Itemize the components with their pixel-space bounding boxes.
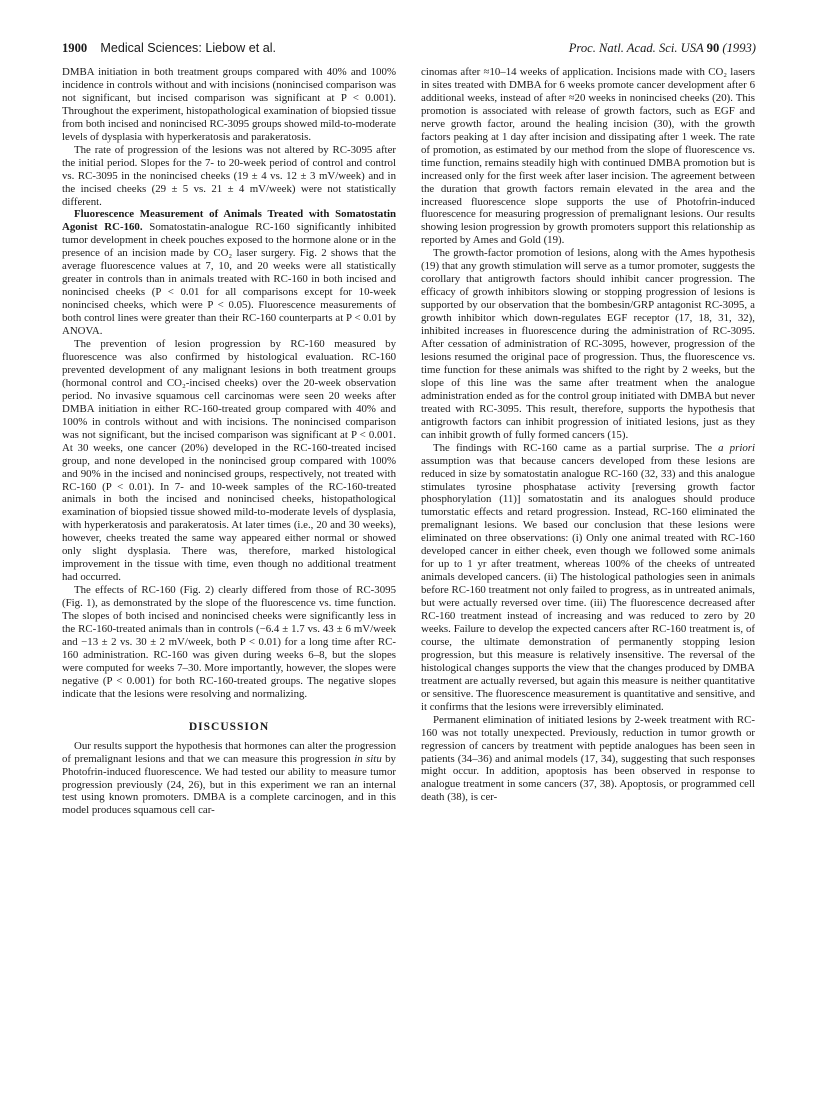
running-title: Medical Sciences: Liebow et al. bbox=[100, 41, 277, 55]
journal-citation bbox=[569, 38, 756, 58]
paragraph bbox=[421, 442, 755, 714]
paragraph-body: Somatostatin-analogue RC-160 significantly inhibited tumor development in cheek pouches exposed to the hormone alone or in the presence of an incision made by CO₂ laser surgery. Fig. 2 shows that the average fluorescence values at 7, 10, and 20 weeks were all statistically greater in controls than in animals treated with RC-160 in both incised and nonincised cheeks (P < 0.01 for all comparisons except for 10-week nonincised cheeks, which were P < 0.05). Fluorescence measurements of both control lines were greater than their RC-160 counterparts at P < 0.01 by ANOVA. bbox=[62, 221, 396, 338]
left-column bbox=[62, 66, 396, 817]
section-heading-discussion: DISCUSSION bbox=[188, 720, 270, 733]
text-run: assumption was that because cancers developed from these lesions are reduced in size by somatostatin analogue RC-160 (32, 33) and this analogue stimulates tyrosine phosphatase activity [reversing growth factor phosphorylation (11)] somatostatin and its analogues should produce tumorstatic effects and retard progression. Instead, RC-160 eliminated the premalignant lesions. We based our conclusion that these lesions were eliminated on three observations: (i) Only one animal treated with RC-160 developed cancer in either cheek, even though we followed some animals for up to 1 yr after treatment, whereas 100% of the cheeks of untreated animals developed cancers. (ii) The histological pathologies seen in animals before RC-160 treatment not only failed to progress, as in untreated animals, but were actually reversed over time. (iii) The fluorescence decreased after RC-160 treatment instead of increasing and was reduced to zero by 20 weeks. Failure to develop the expected cancers after RC-160 treatment is, of course, the ultimate demonstration of permanently stopping lesion progression, but this measure is relatively insensitive. The reversal of the histological changes supports the view that the changes produced by DMBA treatment are actually reversed, but again this measure is neither quantitative or sensitive. The fluorescence measurement is quantitative and sensitive, and it confirms that the lesions were irreversibly eliminated. bbox=[421, 454, 755, 713]
paragraph bbox=[62, 208, 396, 338]
run-in-heading: Fluorescence Measurement of Animals Treated with Somatostatin Agonist RC-160. bbox=[62, 208, 396, 234]
paragraph: The prevention of lesion progression by RC-160 measured by fluorescence was also confirmed by histological evaluation. RC-160 prevented development of any malignant lesions in both treatment groups (hormonal control and CO₂-incised cheeks) over the 20-week observation period. No invasive squamous cell carcinomas were seen 20 weeks after DMBA initiation in either RC-160-treated group compared with 40% and 100% in controls without and with incisions. The nonincised comparison was not significant, but the incised comparison was significant at P < 0.001. At 30 weeks, one cancer (20%) developed in the RC-160-treated incised group, and none developed in the nonincised group compared with 100% and 90% in the incised and nonincised groups, respectively, not treated with RC-160 (P < 0.01). In 7- and 10-week samples of the RC-160-treated animals in both the incised and nonincised cheeks, histopathological examination of biopsied tissue showed mild-to-moderate levels of dysplasia, with hyperkeratosis and parakeratosis. At later times (i.e., 20 and 30 weeks), however, cheeks treated the same way appeared either normal or showed only slight dysplasia. There was, therefore, marked histological improvement in the tissue with time, even though no additional treatment had occurred. bbox=[62, 338, 396, 584]
text-run: by Photofrin-induced fluorescence. We had tested our ability to measure tumor progression previously (24, 26), but in this experiment we ran an internal test using known promoters. DMBA is a complete carcinogen, and in this model produces squamous cell car- bbox=[62, 752, 396, 817]
page-header bbox=[62, 38, 756, 58]
paragraph: The growth-factor promotion of lesions, along with the Ames hypothesis (19) that any growth stimulation will serve as a tumor promoter, suggests the corollary that antigrowth factors should inhibit cancer progression. The efficacy of growth inhibitors slowing or stopping progression of lesions is supported by our observation that the bombesin/GRP antagonist RC-3095, a growth inhibitor which down-regulates EGF receptor (17, 18, 31, 32), inhibited increases in fluorescence during the administration of RC-3095. After cessation of administration of RC-3095, however, progression of the lesions resumed the original pace of progression. Thus, the fluorescence vs. time function for these animals was shifted to the right by 2 weeks, but the slope of this line was the same after treatment when the analogue administration ended as for the control group initiated with DMBA but never treated with RC-3095. This result, therefore, supports the hypothesis that antigrowth factors can inhibit progression of initiated lesions, just as they can inhibit growth of fully formed cancers (15). bbox=[421, 247, 755, 441]
paragraph: The effects of RC-160 (Fig. 2) clearly differed from those of RC-3095 (Fig. 1), as demonstrated by the slope of the fluorescence vs. time function. The slopes of both incised and nonincised cheeks were significantly less in the RC-160-treated animals than in controls (−6.4 ± 1.7 vs. 43 ± 6 mV/week and −13 ± 2 vs. 30 ± 2 mV/week, both P < 0.01) for a long time after RC-160 administration. RC-160 was given during weeks 6–8, but the slopes were computed for weeks 7–30. More importantly, however, the slopes were negative (P < 0.001) for both RC-160-treated groups. The negative slopes indicate that the lesions were resolving and normalizing. bbox=[62, 584, 396, 700]
journal-year: (1993) bbox=[722, 41, 756, 55]
journal-volume: 90 bbox=[706, 41, 720, 55]
emphasis: a priori bbox=[718, 441, 755, 454]
paragraph: DMBA initiation in both treatment groups compared with 40% and 100% incidence in controls without and with incisions (nonincised comparison was not significant, but incised comparison was significant at P < 0.001). Throughout the experiment, histopathological examination of biopsied tissue from both incised and nonincised RC-3095 groups showed mild-to-moderate levels of dysplasia with hyperkeratosis and parakeratosis. bbox=[62, 66, 396, 143]
page-number: 1900 bbox=[62, 41, 88, 55]
paragraph: The rate of progression of the lesions was not altered by RC-3095 after the initial period. Slopes for the 7- to 20-week period of control and control vs. RC-3095 in the nonincised cheeks (19 ± 4 vs. 12 ± 3 mV/week) and in the incised cheeks (29 ± 5 vs. 21 ± 4 mV/week) were not statistically different. bbox=[62, 143, 396, 208]
journal-name: Proc. Natl. Acad. Sci. USA bbox=[568, 41, 704, 55]
paragraph: cinomas after ≈10–14 weeks of application. Incisions made with CO₂ lasers in sites treated with DMBA for 6 weeks promote cancer development after 6 additional weeks, instead of after ≈20 weeks in nonincised cheeks (20). This promotion is associated with release of growth factors, such as EGF and nerve growth factor, around the healing incision (30), with the growth factors peaking at 1 day after incision and dissipating after 1 week. The rate of promotion, as estimated by our method from the slope of fluorescence vs. time function, remains steadily high with continued DMBA promotion but is increased only for the first week after laser incision. The agreement between the duration that growth factors remain elevated in the area and the increased fluorescence slope supports the use of Photofrin-induced fluorescence for measuring progression of premalignant lesions. Our results showing lesion progression by growth promoters support this relationship as reported by Ames and Gold (19). bbox=[421, 66, 755, 247]
right-column bbox=[421, 66, 755, 804]
text-run: The findings with RC-160 came as a partial surprise. The bbox=[433, 441, 719, 454]
paragraph bbox=[62, 740, 396, 818]
text-run: Our results support the hypothesis that hormones can alter the progression of premalignant lesions and that we can measure this progression bbox=[62, 739, 396, 765]
paragraph: Permanent elimination of initiated lesions by 2-week treatment with RC-160 was not totally unexpected. Previously, reduction in tumor growth or regression of cancers by treatment with peptide analogues has been seen in patients (34–36) and animal models (17, 34), suggesting that such responses might occur. In addition, apoptosis has been observed in response to analogue treatment in some cancers (37, 38). Apoptosis, or programmed cell death (38), is cer- bbox=[421, 713, 755, 804]
emphasis: in situ bbox=[354, 752, 382, 765]
